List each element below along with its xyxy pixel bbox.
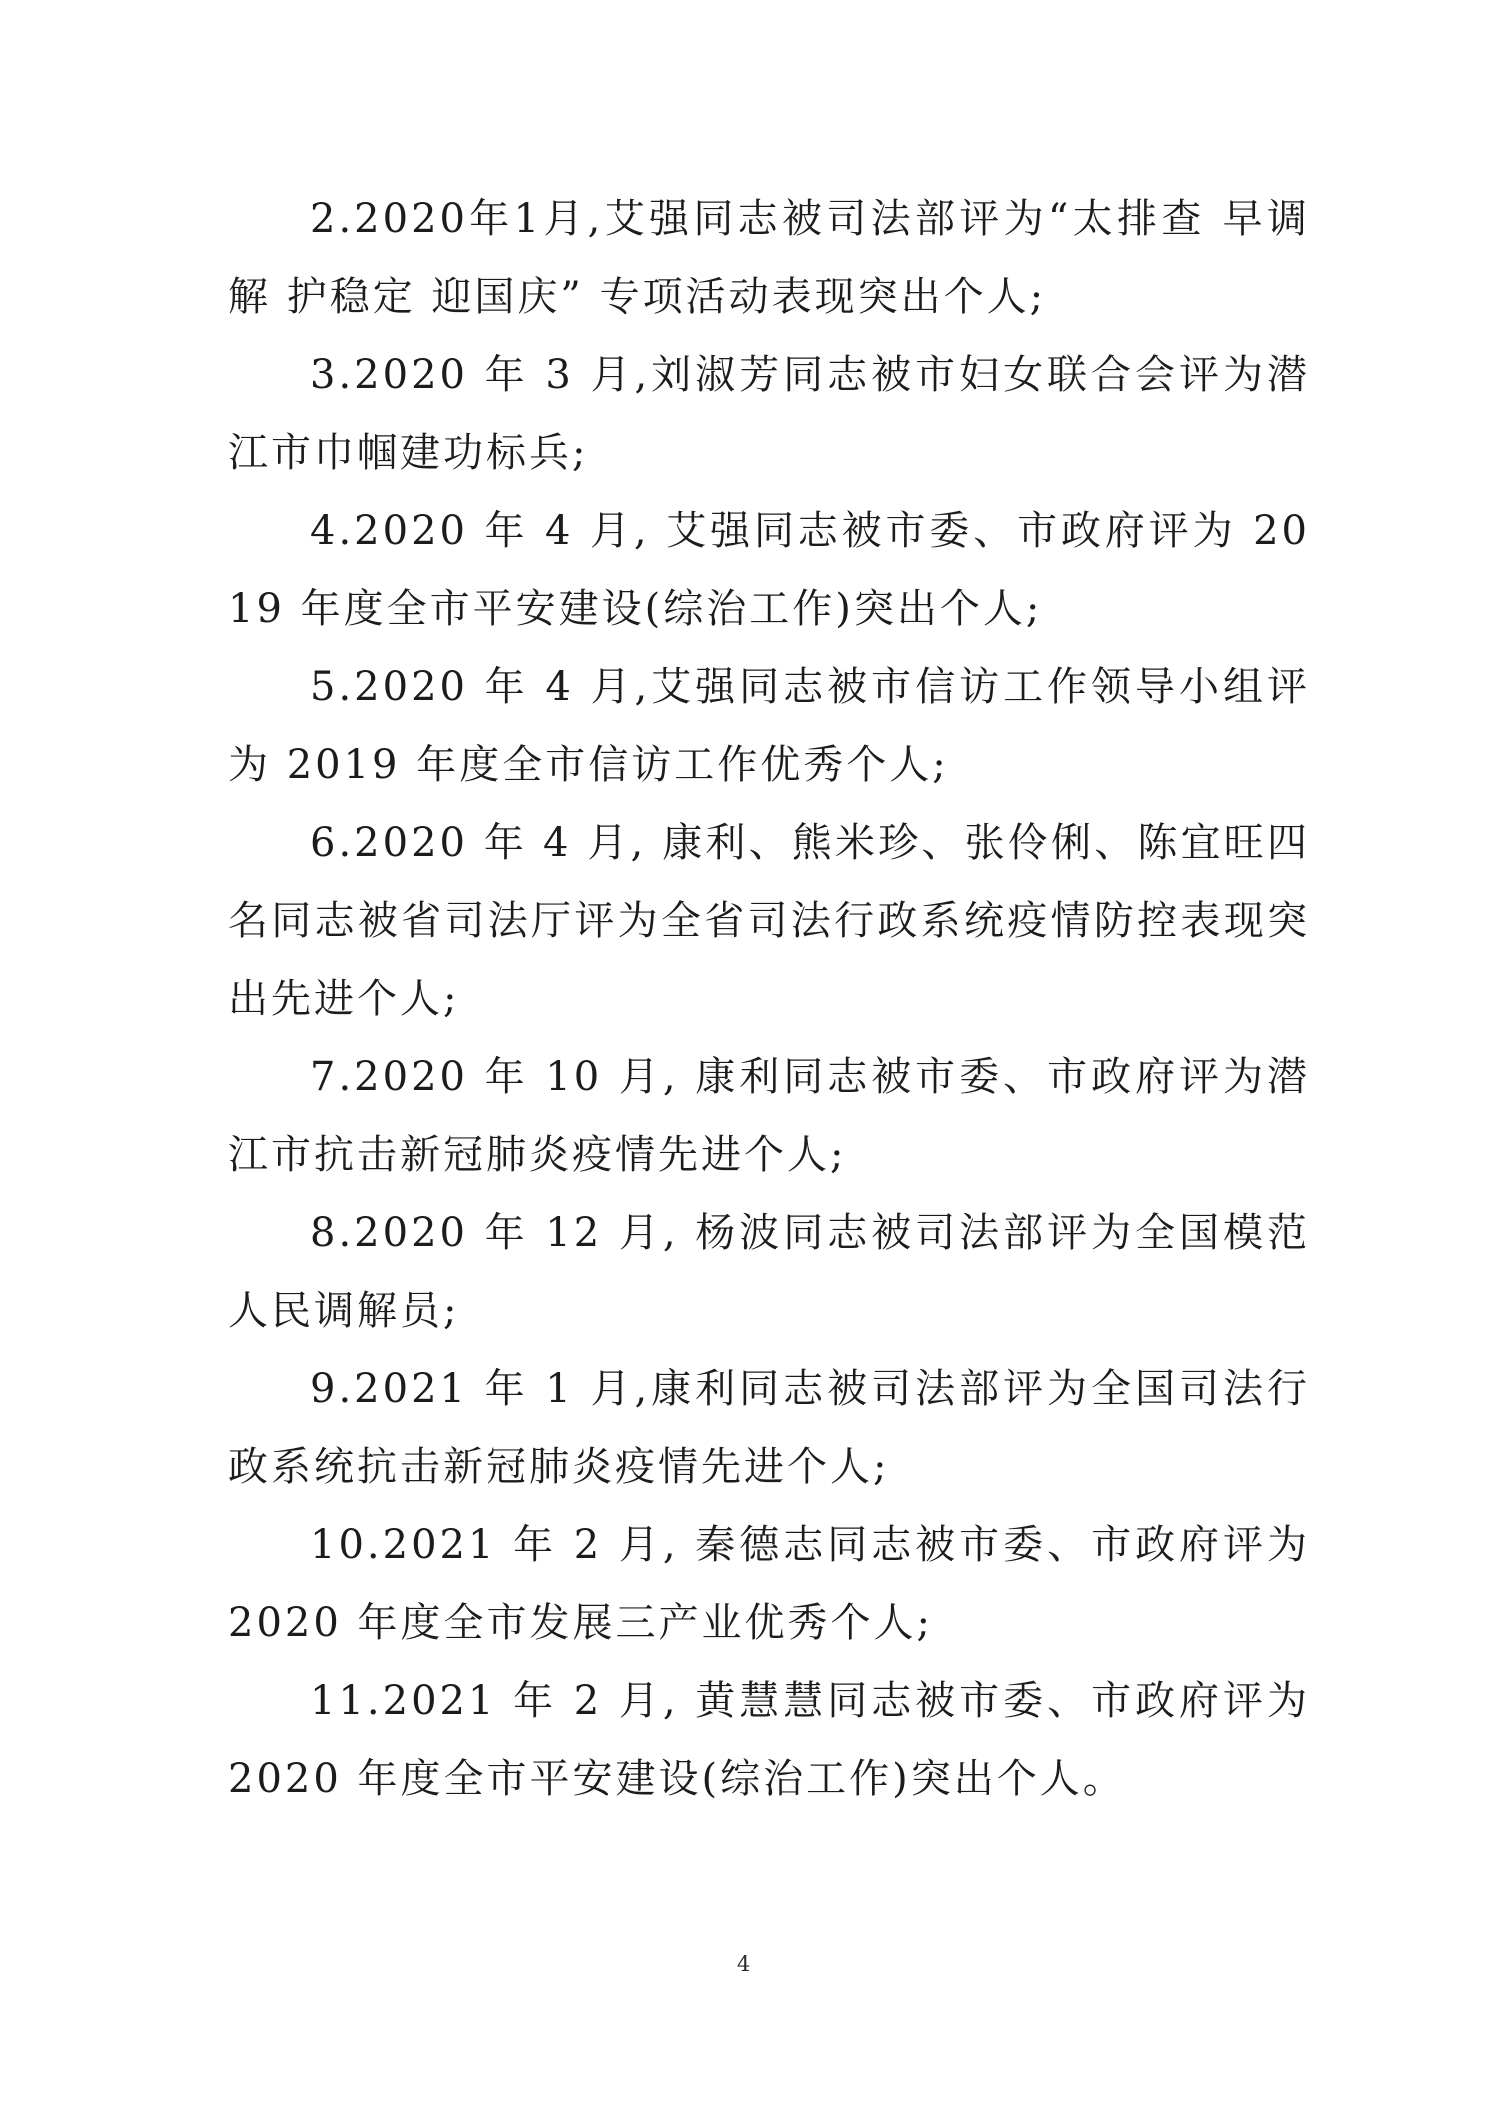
list-item: 11.2021 年 2 月, 黄慧慧同志被市委、市政府评为 2020 年度全市平安建设(综治工作)突出个人。 [228,1678,1310,1802]
list-item: 8.2020 年 12 月, 杨波同志被司法部评为全国模范人民调解员; [228,1210,1310,1334]
list-item: 6.2020 年 4 月, 康利、熊米珍、张伶俐、陈宜旺四名同志被省司法厅评为全省司法行政系统疫情防控表现突出先进个人; [228,820,1310,1022]
list-item: 9.2021 年 1 月,康利同志被司法部评为全国司法行政系统抗击新冠肺炎疫情先进个人; [228,1366,1310,1490]
page-number: 4 [736,1952,751,1976]
list-item: 10.2021 年 2 月, 秦德志同志被市委、市政府评为 2020 年度全市发展三产业优秀个人; [228,1522,1310,1646]
list-item: 3.2020 年 3 月,刘淑芳同志被市妇女联合会评为潜江市巾帼建功标兵; [228,352,1310,476]
list-item: 5.2020 年 4 月,艾强同志被市信访工作领导小组评为 2019 年度全市信访工作优秀个人; [228,664,1310,788]
list-item: 4.2020 年 4 月, 艾强同志被市委、市政府评为 2019 年度全市平安建设(综治工作)突出个人; [228,508,1310,632]
list-item: 2.2020年1月,艾强同志被司法部评为“太排查 早调解 护稳定 迎国庆” 专项活动表现突出个人; [228,196,1310,320]
award-list [228,180,1310,1818]
list-item: 7.2020 年 10 月, 康利同志被市委、市政府评为潜江市抗击新冠肺炎疫情先进个人; [228,1054,1310,1178]
